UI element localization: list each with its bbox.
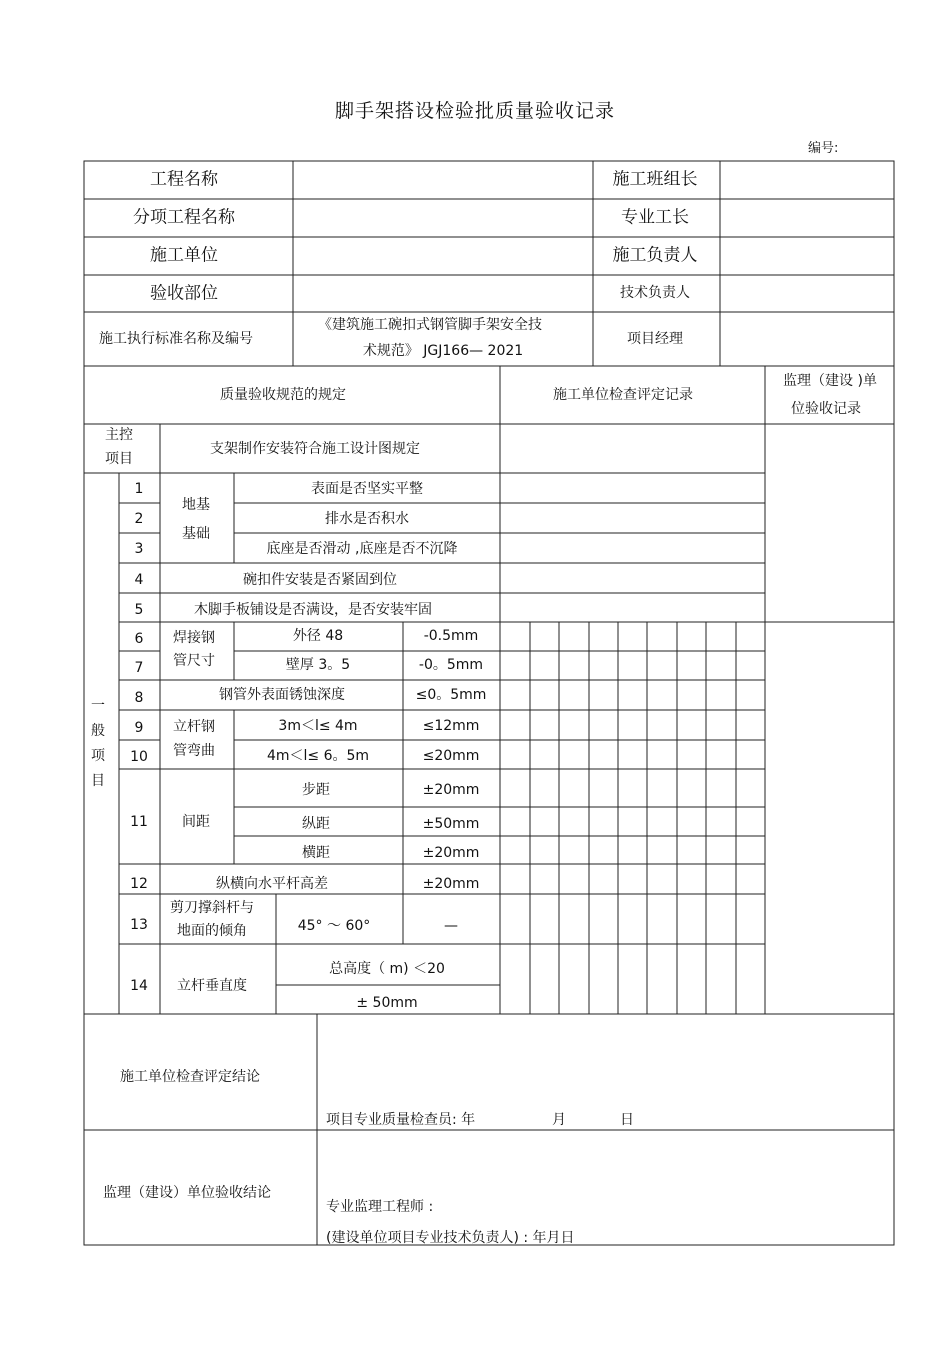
supervisor-signature-line: 专业监理工程师 : <box>326 1199 434 1215</box>
item-description: 木脚手板铺设是否满设，是否安装牢固 <box>194 602 432 618</box>
row-number: 6 <box>134 631 144 647</box>
subproject-name-label: 分项工程名称 <box>133 207 235 228</box>
tolerance-value: — <box>444 918 458 934</box>
pipe-size-group-line2: 管尺寸 <box>173 653 215 669</box>
bend-group-line1: 立杆钢 <box>173 719 215 735</box>
supervision-conclusion-label: 监理（建设）单位验收结论 <box>103 1185 271 1201</box>
spec-column-header: 质量验收规范的规定 <box>220 387 346 403</box>
bend-group-line2: 管弯曲 <box>173 743 215 759</box>
main-control-label-line1: 主控 <box>105 427 133 443</box>
construction-conclusion-label: 施工单位检查评定结论 <box>120 1069 260 1085</box>
document-number-label: 编号: <box>808 141 839 156</box>
row-number: 10 <box>130 749 148 765</box>
angle-group-line1: 剪刀撑斜杆与 <box>170 900 254 916</box>
construction-manager-label: 施工负责人 <box>612 245 698 266</box>
project-name-label: 工程名称 <box>150 169 218 190</box>
acceptance-part-label: 验收部位 <box>150 283 218 304</box>
tolerance-value: ≤0。5mm <box>415 687 487 703</box>
angle-group-line2: 地面的倾角 <box>177 923 247 939</box>
general-label-char: 目 <box>91 773 105 789</box>
row-number: 12 <box>130 876 148 892</box>
day-label: 日 <box>620 1112 634 1128</box>
construction-unit-label: 施工单位 <box>150 245 218 266</box>
standard-value-line1: 《建筑施工碗扣式钢管脚手架安全技 <box>318 317 542 333</box>
standard-value-line2: 术规范》 JGJ166— 2021 <box>362 343 524 359</box>
row-number: 3 <box>134 541 144 557</box>
team-leader-label: 施工班组长 <box>612 169 698 190</box>
item-description: 纵距 <box>302 816 330 832</box>
row-number: 11 <box>130 814 148 830</box>
builder-signature-line: (建设单位项目专业技术负责人) : 年月日 <box>326 1230 575 1246</box>
tolerance-value: ±20mm <box>422 782 480 798</box>
tolerance-value: ±50mm <box>422 816 480 832</box>
item-description: 表面是否坚实平整 <box>311 481 423 497</box>
item-description: 排水是否积水 <box>325 511 409 527</box>
foundation-group-line1: 地基 <box>182 497 210 513</box>
item-description: 横距 <box>302 845 330 861</box>
item-description: 碗扣件安装是否紧固到位 <box>243 572 397 588</box>
construction-check-column-header: 施工单位检查评定记录 <box>553 387 693 403</box>
general-label-char: 般 <box>91 723 105 739</box>
general-label-char: 项 <box>91 748 105 764</box>
verticality-group-label: 立杆垂直度 <box>177 978 247 994</box>
item-description: 钢管外表面锈蚀深度 <box>219 687 345 703</box>
row-number: 4 <box>134 572 144 588</box>
tolerance-value: ≤12mm <box>422 718 480 734</box>
general-label-char: 一 <box>91 698 105 714</box>
row-number: 1 <box>134 481 144 497</box>
row-number: 8 <box>134 690 144 706</box>
construction-signature-line: 项目专业质量检查员: 年 <box>326 1112 476 1128</box>
row-number: 5 <box>134 602 144 618</box>
main-control-item: 支架制作安装符合施工设计图规定 <box>210 441 420 457</box>
tolerance-value: ±20mm <box>422 845 480 861</box>
row-number: 7 <box>134 660 144 676</box>
month-label: 月 <box>552 1112 566 1128</box>
row-number: 13 <box>130 917 148 933</box>
tolerance-value: -0.5mm <box>423 628 479 644</box>
foreman-label: 专业工长 <box>621 207 689 228</box>
item-description: 总高度（ m) ＜20 <box>329 961 445 977</box>
pipe-size-group-line1: 焊接钢 <box>173 630 215 646</box>
item-description: 壁厚 3。5 <box>285 657 351 673</box>
item-description: 步距 <box>302 782 330 798</box>
row-number: 9 <box>134 720 144 736</box>
item-description: 纵横向水平杆高差 <box>216 876 328 892</box>
item-description: 3m＜l≤ 4m <box>278 718 358 734</box>
standard-label: 施工执行标准名称及编号 <box>99 331 253 347</box>
row-number: 14 <box>130 978 148 994</box>
foundation-group-line2: 基础 <box>182 526 210 542</box>
supervision-column-header-line2: 位验收记录 <box>791 401 861 417</box>
tolerance-value: ±20mm <box>422 876 480 892</box>
spacing-group-label: 间距 <box>182 814 210 830</box>
supervision-column-header-line1: 监理（建设 )单 <box>783 373 877 389</box>
tolerance-value: ≤20mm <box>422 748 480 764</box>
item-description: 底座是否滑动 ,底座是否不沉降 <box>266 541 458 557</box>
page-title: 脚手架搭设检验批质量验收记录 <box>334 100 615 122</box>
main-control-label-line2: 项目 <box>105 451 133 467</box>
item-description: 外径 48 <box>292 628 344 644</box>
tolerance-value: -0。5mm <box>418 657 484 673</box>
item-description: 45° ～ 60° <box>297 918 371 934</box>
tech-manager-label: 技术负责人 <box>620 285 690 301</box>
tolerance-value: ± 50mm <box>356 995 418 1011</box>
row-number: 2 <box>134 511 144 527</box>
project-manager-label: 项目经理 <box>627 331 683 347</box>
item-description: 4m＜l≤ 6。5m <box>266 748 370 764</box>
